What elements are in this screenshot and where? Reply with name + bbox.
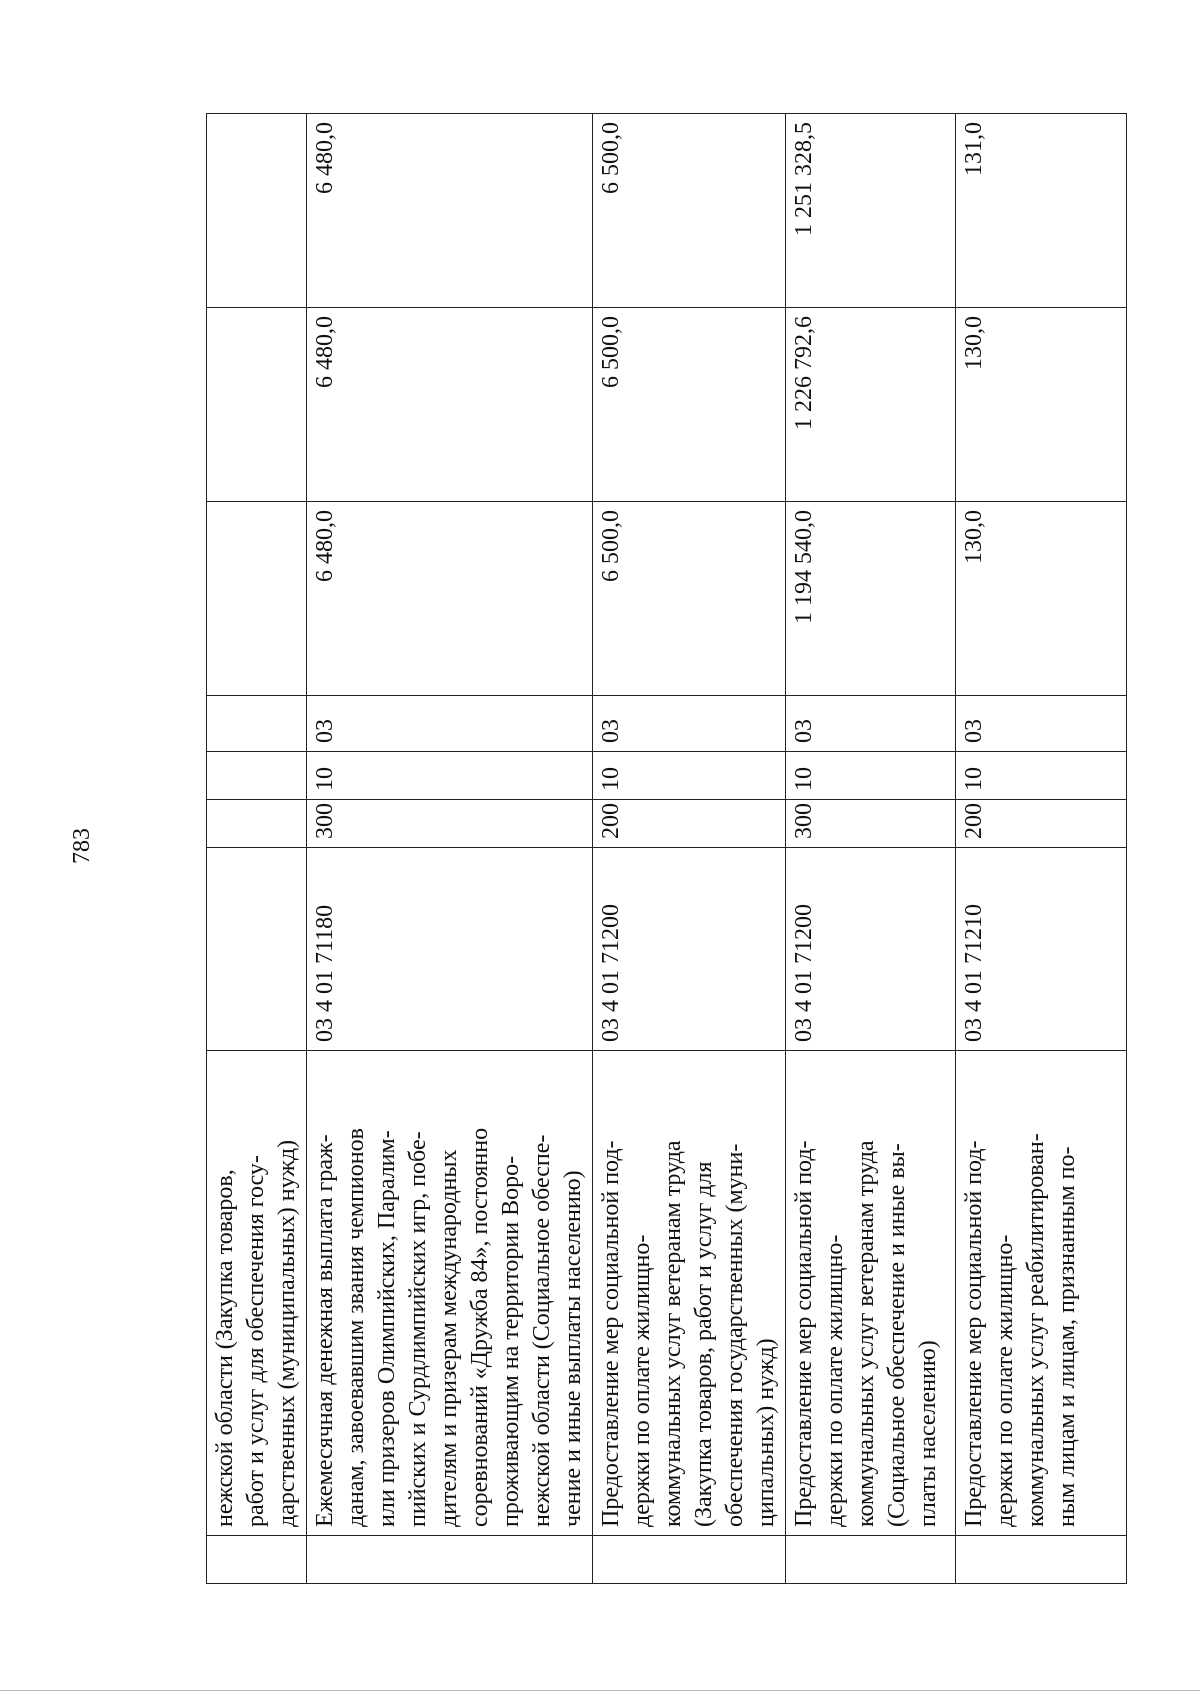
- item-name-line: коммунальных услуг ветеранам труда: [853, 1140, 879, 1527]
- amount-2020-cell: 130,0: [956, 308, 1127, 502]
- amount-2021-cell: 131,0: [956, 114, 1127, 308]
- vr-code-cell: 200: [593, 800, 786, 848]
- item-name-cell: [786, 1051, 956, 1536]
- pr-code-cell: [207, 696, 307, 752]
- item-name-line: ным лицам и лицам, признанным по-: [1054, 1146, 1080, 1527]
- item-name-cell: [307, 1051, 593, 1536]
- row-number-cell: [593, 1536, 786, 1584]
- item-name-line: держки по оплате жилищно-: [629, 1234, 655, 1527]
- row-number-cell: [307, 1536, 593, 1584]
- item-name-line: Предоставление мер социальной под-: [598, 1140, 624, 1527]
- item-name-line: ципальных) нужд): [753, 1338, 779, 1527]
- item-name-line: чение и иные выплаты населению): [560, 1170, 586, 1527]
- item-name-line: платы населению): [915, 1340, 941, 1527]
- item-name-line: дителям и призерам международных: [436, 1149, 462, 1527]
- item-name-line: Предоставление мер социальной под-: [791, 1140, 817, 1527]
- pr-code-cell: 03: [956, 696, 1127, 752]
- item-name-line: обеспечения государственных (муни-: [722, 1143, 748, 1527]
- amount-2021-cell: 1 251 328,5: [786, 114, 956, 308]
- amount-2019-cell: 1 194 540,0: [786, 502, 956, 696]
- item-name-line: пийских и Сурдлимпийских игр, побе-: [405, 1131, 431, 1527]
- table-row: [786, 114, 956, 1584]
- item-name-line: Предоставление мер социальной под-: [961, 1140, 987, 1527]
- vr-code-cell: 300: [307, 800, 593, 848]
- amount-2019-cell: [207, 502, 307, 696]
- vr-code-cell: [207, 800, 307, 848]
- item-name-line: держки по оплате жилищно-: [822, 1234, 848, 1527]
- csr-code-cell: [207, 848, 307, 1051]
- item-name-line: (Закупка товаров, работ и услуг для: [691, 1161, 717, 1527]
- item-name-line: дарственных (муниципальных) нужд): [274, 1139, 300, 1527]
- item-name-line: держки по оплате жилищно-: [992, 1234, 1018, 1527]
- item-name-line: (Социальное обеспечение и иные вы-: [884, 1143, 910, 1527]
- pr-code-cell: 03: [307, 696, 593, 752]
- csr-code-cell: 03 4 01 71210: [956, 848, 1127, 1051]
- amount-2020-cell: 6 500,0: [593, 308, 786, 502]
- table-row: [307, 114, 593, 1584]
- item-name-line: Ежемесячная денежная выплата граж-: [312, 1134, 338, 1527]
- item-name-line: коммунальных услуг ветеранам труда: [660, 1140, 686, 1527]
- csr-code-cell: 03 4 01 71200: [593, 848, 786, 1051]
- item-name-line: данам, завоевавшим звания чемпионов: [343, 1128, 369, 1527]
- table-row: [207, 114, 307, 1584]
- item-name-cell: [956, 1051, 1127, 1536]
- amount-2021-cell: [207, 114, 307, 308]
- csr-code-cell: 03 4 01 71180: [307, 848, 593, 1051]
- amount-2019-cell: 6 480,0: [307, 502, 593, 696]
- amount-2021-cell: 6 500,0: [593, 114, 786, 308]
- rotated-page-content: [206, 114, 1113, 1584]
- item-name-line: нежской области (Закупка товаров,: [212, 1169, 238, 1527]
- item-name-line: или призеров Олимпийских, Паралим-: [374, 1130, 400, 1527]
- amount-2020-cell: [207, 308, 307, 502]
- rz-code-cell: 10: [956, 752, 1127, 800]
- rz-code-cell: 10: [307, 752, 593, 800]
- rz-code-cell: 10: [593, 752, 786, 800]
- item-name-cell: [593, 1051, 786, 1536]
- amount-2019-cell: 130,0: [956, 502, 1127, 696]
- item-name-line: нежской области (Социальное обеспе-: [529, 1134, 555, 1527]
- row-number-cell: [956, 1536, 1127, 1584]
- amount-2021-cell: 6 480,0: [307, 114, 593, 308]
- csr-code-cell: 03 4 01 71200: [786, 848, 956, 1051]
- vr-code-cell: 300: [786, 800, 956, 848]
- rz-code-cell: 10: [786, 752, 956, 800]
- vr-code-cell: 200: [956, 800, 1127, 848]
- scan-edge-line: [0, 1690, 1200, 1691]
- item-name-line: проживающим на территории Воро-: [498, 1155, 524, 1527]
- item-name-line: работ и услуг для обеспечения госу-: [243, 1155, 269, 1527]
- item-name-cell: [207, 1051, 307, 1536]
- rz-code-cell: [207, 752, 307, 800]
- item-name-line: коммунальных услуг реабилитирован-: [1023, 1133, 1049, 1527]
- pr-code-cell: 03: [786, 696, 956, 752]
- row-number-cell: [786, 1536, 956, 1584]
- table-row: [593, 114, 786, 1584]
- amount-2019-cell: 6 500,0: [593, 502, 786, 696]
- page-number: 783: [69, 828, 95, 864]
- pr-code-cell: 03: [593, 696, 786, 752]
- amount-2020-cell: 1 226 792,6: [786, 308, 956, 502]
- amount-2020-cell: 6 480,0: [307, 308, 593, 502]
- item-name-line: соревнований «Дружба 84», постоянно: [467, 1127, 493, 1527]
- row-number-cell: [207, 1536, 307, 1584]
- budget-table: [206, 113, 1127, 1584]
- table-row: [956, 114, 1127, 1584]
